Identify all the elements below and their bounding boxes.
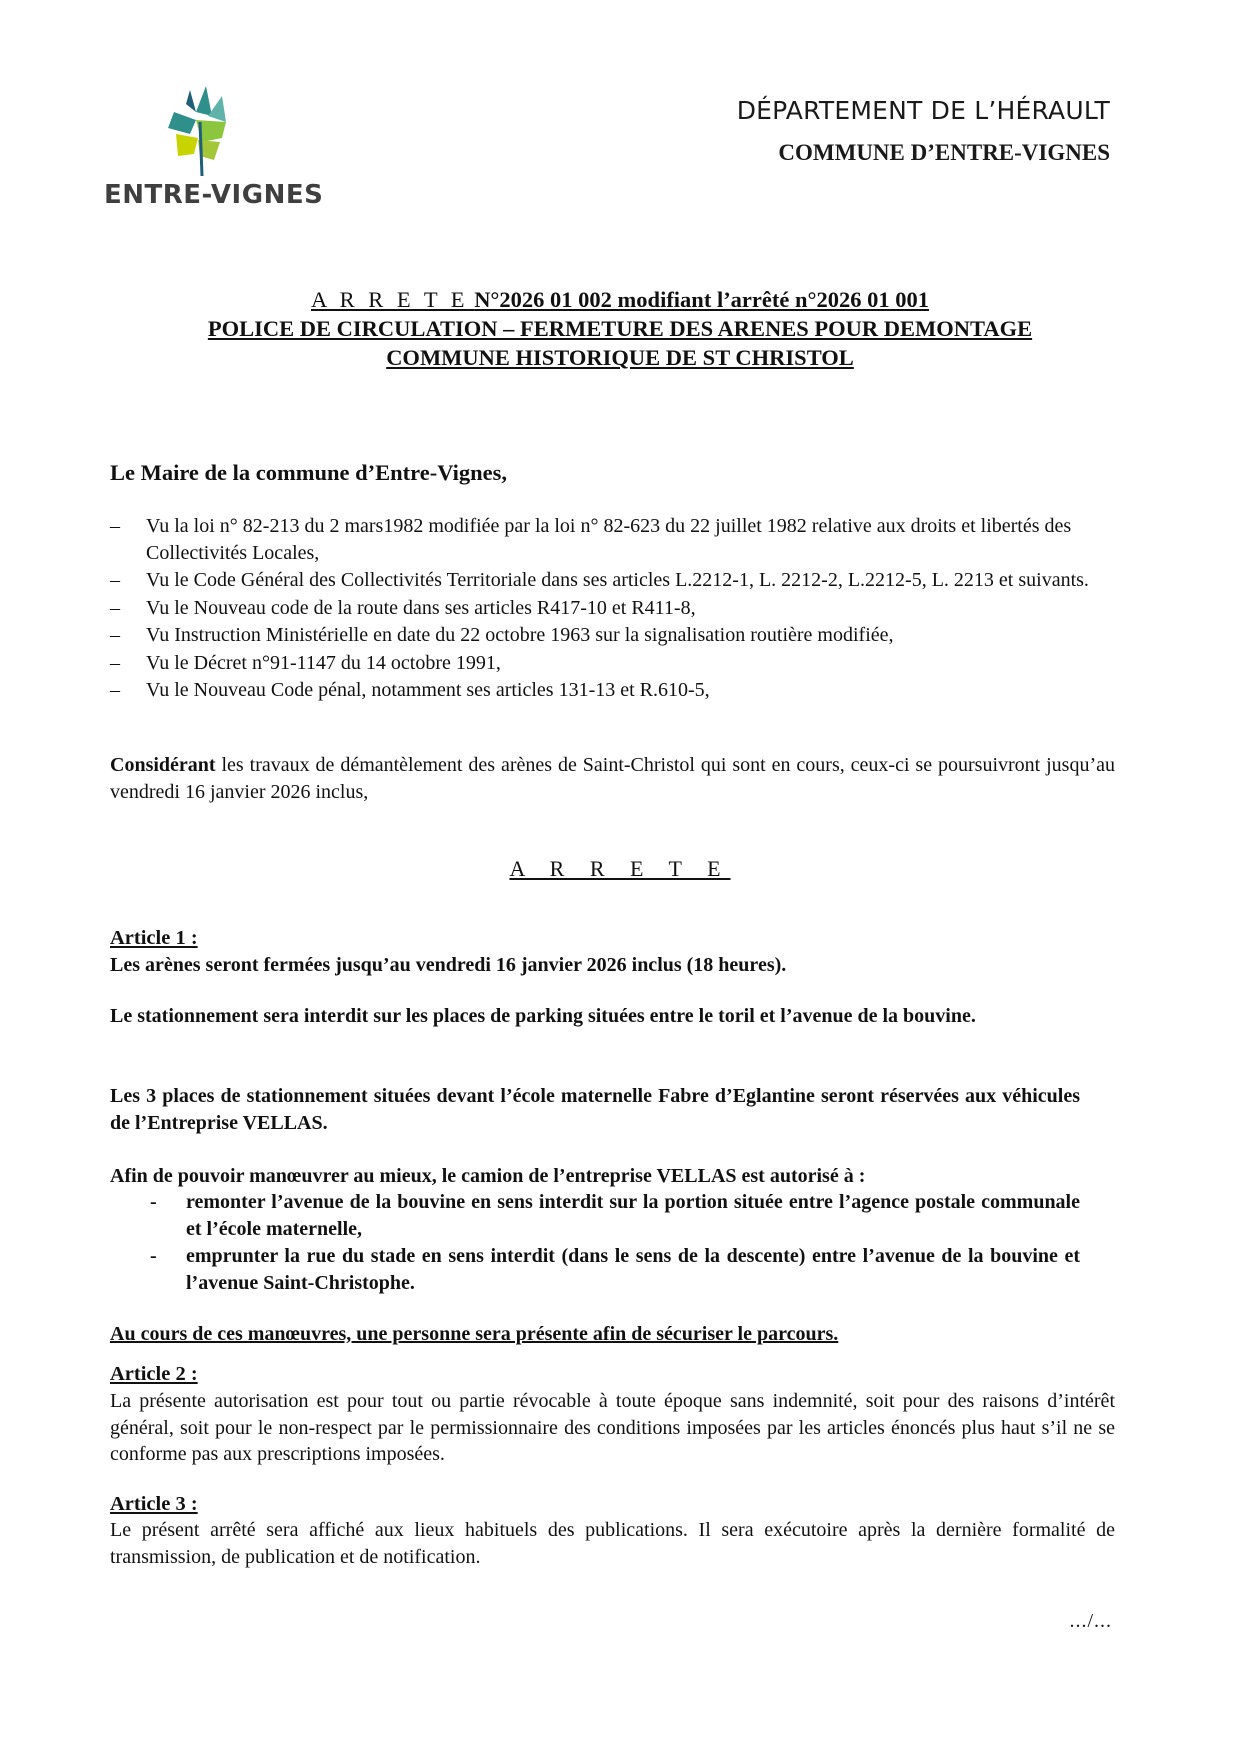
article-3-text: Le présent arrêté sera affiché aux lieux habituels des publications. Il sera exécutoire après la dernière formalité de transmission, de publication et de notification. bbox=[110, 1519, 1115, 1568]
article-1-safety-note: Au cours de ces manœuvres, une personne sera présente afin de sécuriser le parcours. bbox=[110, 1323, 839, 1345]
considerant-paragraph bbox=[110, 752, 1115, 805]
mayor-heading: Le Maire de la commune d’Entre-Vignes, bbox=[110, 460, 508, 485]
arrete-word: A R R E T E bbox=[310, 287, 469, 312]
article-2-title: Article 2 : bbox=[110, 1363, 198, 1385]
article-1-closure: Les arènes seront fermées jusqu’au vendredi 16 janvier 2026 inclus (18 heures). bbox=[110, 954, 787, 976]
visa-text: Vu le Nouveau code de la route dans ses articles R417-10 et R411-8, bbox=[146, 596, 696, 619]
logo-text: ENTRE-VIGNES bbox=[104, 180, 324, 210]
visa-text: Vu le Code Général des Collectivités Territoriale dans ses articles L.2212-1, L. 2212-2, L.2212-5, L. 2213 et suivants. bbox=[146, 569, 1089, 591]
dash-bullet: – bbox=[110, 569, 120, 591]
authorization-text: remonter l’avenue de la bouvine en sens interdit sur la portion située entre l’agence postale communale et l’école maternelle, bbox=[186, 1191, 1080, 1240]
visa-item bbox=[104, 650, 1119, 677]
page-continuation: .../... bbox=[1069, 1610, 1112, 1632]
visa-item bbox=[104, 595, 1119, 622]
arrete-subject: POLICE DE CIRCULATION – FERMETURE DES ARENES POUR DEMONTAGE bbox=[207, 316, 1033, 341]
commune-title: COMMUNE D’ENTRE-VIGNES bbox=[778, 140, 1110, 165]
dash-bullet: - bbox=[150, 1191, 157, 1213]
visa-item bbox=[104, 677, 1119, 704]
visa-text: Vu la loi n° 82-213 du 2 mars1982 modifiée par la loi n° 82-623 du 22 juillet 1982 relative aux droits et libertés des Collectivités Locales, bbox=[146, 515, 1072, 564]
truck-authorizations-list bbox=[110, 1189, 1080, 1297]
arrete-title-block bbox=[100, 285, 1140, 372]
considerant-label: Considérant bbox=[110, 754, 216, 776]
department-title: DÉPARTEMENT DE L’HÉRAULT bbox=[736, 96, 1110, 125]
arrete-number: N°2026 01 002 modifiant l’arrêté n°2026 01 001 bbox=[474, 287, 930, 312]
dash-bullet: - bbox=[150, 1245, 157, 1267]
article-2-text: La présente autorisation est pour tout ou partie révocable à toute époque sans indemnité, soit pour des raisons d’intérêt général, soit pour le non-respect par le permissionnaire des conditions imposées par les articles énoncés plus haut s’il ne se conforme pas aux prescriptions imposées. bbox=[110, 1390, 1115, 1465]
visa-text: Vu le Nouveau Code pénal, notamment ses articles 131-13 et R.610-5, bbox=[146, 679, 710, 701]
dash-bullet: – bbox=[110, 624, 120, 646]
visas-list bbox=[104, 513, 1119, 705]
dash-bullet: – bbox=[110, 679, 120, 701]
authorization-text: emprunter la rue du stade en sens interdit (dans le sens de la descente) entre l’avenue de la bouvine et l’avenue Saint-Christophe. bbox=[186, 1245, 1080, 1294]
considerant-text: les travaux de démantèlement des arènes de Saint-Christol qui sont en cours, ceux-ci se poursuivront jusqu’au vendredi 16 janvier 2026 inclus, bbox=[110, 754, 1116, 803]
visa-item bbox=[104, 567, 1119, 594]
article-1-parking: Le stationnement sera interdit sur les places de parking situées entre le toril et l’avenue de la bouvine. bbox=[110, 1005, 976, 1027]
arrete-commune: COMMUNE HISTORIQUE DE ST CHRISTOL bbox=[386, 345, 854, 370]
article-1-reserved: Les 3 places de stationnement situées devant l’école maternelle Fabre d’Eglantine seront réservées aux véhicules de l’Entreprise VELLAS. bbox=[110, 1085, 1080, 1134]
vine-leaf-icon bbox=[156, 82, 246, 178]
arrete-number-line bbox=[100, 285, 1140, 314]
dash-bullet: – bbox=[110, 596, 120, 619]
article-3-title: Article 3 : bbox=[110, 1493, 198, 1515]
article-1-truck: Afin de pouvoir manœuvrer au mieux, le camion de l’entreprise VELLAS est autorisé à : bbox=[110, 1165, 866, 1187]
dash-bullet: – bbox=[110, 651, 120, 674]
authorization-item bbox=[110, 1243, 1080, 1297]
visa-text: Vu Instruction Ministérielle en date du 22 octobre 1963 sur la signalisation routière modifiée, bbox=[146, 624, 894, 646]
article-1-title: Article 1 : bbox=[110, 927, 198, 949]
dash-bullet: – bbox=[110, 515, 120, 537]
commune-logo bbox=[104, 82, 324, 212]
visa-item bbox=[104, 513, 1119, 566]
visa-item bbox=[104, 622, 1119, 649]
arrete-heading: A R R E T E bbox=[509, 856, 731, 881]
visa-text: Vu le Décret n°91-1147 du 14 octobre 1991, bbox=[146, 651, 501, 674]
authorization-item bbox=[110, 1189, 1080, 1243]
